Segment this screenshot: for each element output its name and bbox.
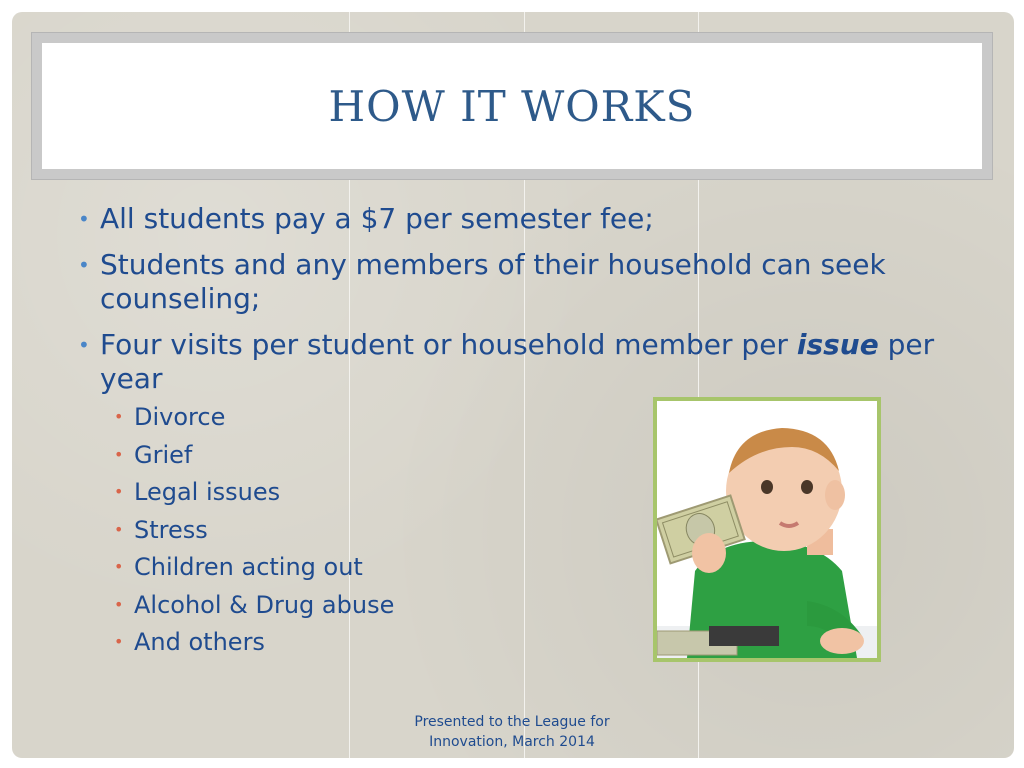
bullet-visits-emphasis: issue [796, 328, 879, 361]
bullet-fee-text: All students pay a $7 per semester fee; [100, 202, 654, 235]
sub-bullet-text: And others [134, 628, 265, 656]
sub-bullet-text: Legal issues [134, 478, 281, 506]
sub-bullet-dot-icon: • [114, 407, 124, 426]
bullet-household [74, 248, 954, 316]
title-box [31, 32, 993, 180]
sub-bullet-dot-icon: • [114, 632, 124, 651]
sub-bullet-text: Stress [134, 515, 208, 544]
footer [372, 712, 652, 752]
baby-money-photo [657, 401, 877, 658]
bullet-visits [74, 328, 954, 396]
sub-bullet-text: Alcohol & Drug abuse [134, 590, 395, 619]
sub-bullet-text: Divorce [134, 403, 226, 431]
sub-bullet-dot-icon: • [114, 444, 124, 464]
footer-line: Innovation, March 2014 [429, 734, 595, 750]
sub-bullet-dot-icon: • [114, 557, 124, 576]
sub-bullet-dot-icon: • [114, 519, 124, 539]
bullet-visits-text-end: per year [100, 328, 935, 395]
bullet-dot-icon: • [78, 333, 90, 357]
baby-illustration [657, 401, 877, 658]
bullet-fee [74, 202, 954, 236]
bullet-visits-text: Four visits per student or household member per [100, 328, 788, 361]
footer-line: Presented to the League for [414, 714, 610, 730]
sub-bullet-text: Children acting out [134, 553, 363, 581]
sub-bullet-text: Grief [134, 440, 193, 469]
bullet-household-text: Students and any members of their household can seek counseling; [100, 248, 886, 315]
photo-frame [653, 397, 881, 662]
title-panel [42, 43, 982, 169]
slide-title: HOW IT WORKS [328, 81, 696, 131]
bullet-dot-icon: • [78, 207, 90, 231]
slide [12, 12, 1014, 758]
sub-bullet-dot-icon: • [114, 594, 124, 614]
sub-bullet-dot-icon: • [114, 482, 124, 501]
bullet-dot-icon: • [78, 253, 90, 277]
